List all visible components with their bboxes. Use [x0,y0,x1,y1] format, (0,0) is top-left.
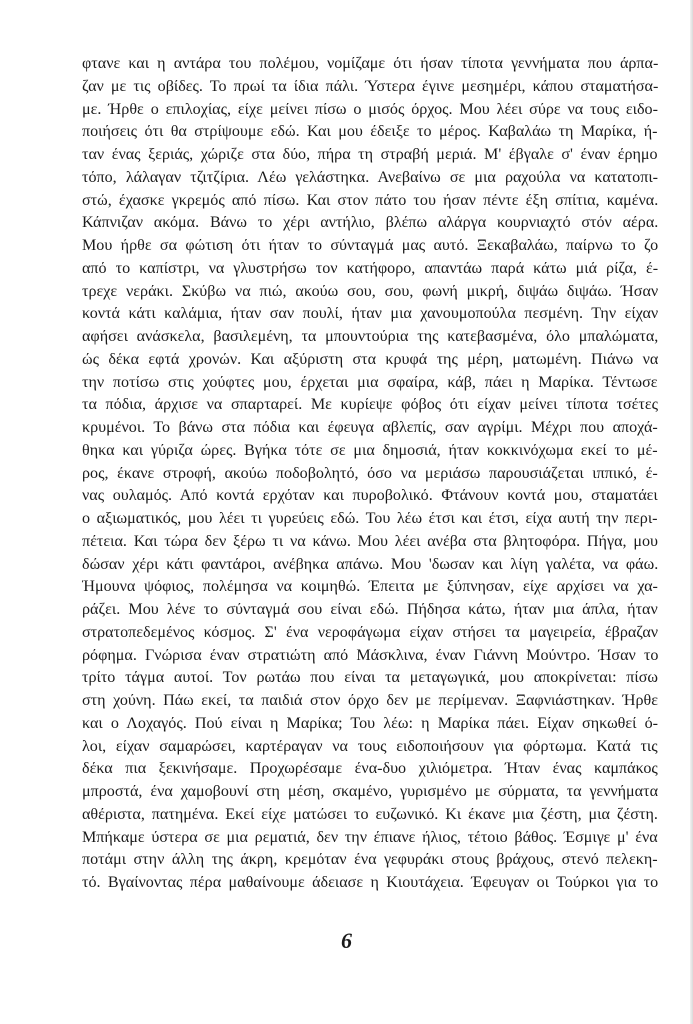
text-line: και ο Λοχαγός. Πού είναι η Μαρίκα; Του λέω: η Μαρίκα πάει. Είχαν σηκωθεί ό- [82,714,658,732]
text-line: Μου ήρθε σα φώτιση ότι ήταν το σύνταγμά μας αυτό. Ξεκαβαλάω, παίρνω το ζο [82,237,658,254]
text-line: κοντά κάτι καλάμια, ήταν σαν πουλί, ήταν μια χανουμοπούλα πεσμένη. Την είχαν [82,305,658,323]
text-line: στρατοπεδεμένος κόσμος. Σ' ένα νεροφάγωμα είχαν στήσει τα μαγειρεία, έβραζαν [82,623,658,641]
text-line: ράζει. Μου λένε το σύνταγμά σου είναι εδώ. Πήδησα κάτω, ήταν μια άπλα, ήταν [82,601,658,618]
text-line: ώς δέκα εφτά χρονών. Και αξύριστη στα κρυφά της μέρη, ματωμένη. Πιάνω να [82,350,658,368]
text-line: ρόφημα. Γνώρισα έναν στρατιώτη από Μάσκλινα, έναν Γιάννη Μούντρο. Ήσαν το [82,646,658,664]
text-line: αφήσει ανάσκελα, βασιλεμένη, τα μπουντούρια της κατεβασμένα, όλο μπαλώματα, [82,328,658,345]
text-line: ο αξιωματικός, μου λέει τι γυρεύεις εδώ. Του λέω έτσι και έτσι, είχα αυτή την περι- [82,510,658,527]
page-number: 6 [341,928,352,953]
text-line: τόπο, λάλαγαν τζιτζίρια. Λέω γελάστηκα. Ανεβαίνω σε μια ραχούλα να κατατοπι- [82,168,658,186]
text-line: την ποτίσω στις χούφτες μου, έρχεται μια σφαίρα, κάβ, πάει η Μαρίκα. Τέντωσε [82,373,658,391]
text-line: θηκα και γύριζα ώρες. Βγήκα τότε σε μια δημοσιά, ήταν κοκκινόχωμα εκεί το μέ- [82,441,658,459]
text-line: νας ουλαμός. Από κοντά ερχόταν και πυροβολικό. Φτάνουν κοντά μου, σταματάει [82,487,658,505]
text-line: ποτάμι στην άλλη της άκρη, κρεμόταν ένα γεφυράκι στους βράχους, στενό πελεκη- [82,851,658,869]
text-line: λοι, είχαν σαμαρώσει, καρτέραγαν να τους ειδοποιήσουν για φόρτωμα. Κατά τις [82,737,658,755]
text-line: τρίτο τάγμα αυτοί. Τον ρωτάω που είναι τα μεταγωγικά, μου αποκρίνεται: πίσω [82,669,658,687]
text-line: με. Ήρθε ο επιλοχίας, είχε μείνει πίσω ο μισός όρχος. Μου λέει σύρε να τους ειδο- [82,100,658,118]
text-line: ρος, έκανε στροφή, ακούω ποδοβολητό, όσο να μεριάσω παρουσιάζεται ιππικό, έ- [82,464,658,482]
text-line: τα πόδια, άρχισε να σπαρταρεί. Με κυρίεψε φόβος ότι είχαν μείνει τίποτα τσέτες [82,396,658,414]
text-line: Μπήκαμε ύστερα σε μια ρεματιά, δεν την έπιανε ήλιος, τέτοιο βάθος. Έσμιγε μ' ένα [82,828,658,846]
text-line: δέκα πια ξεκινήσαμε. Προχωρέσαμε ένα-δυο χιλιόμετρα. Ήταν ένας καμπάκος [82,760,658,778]
text-line: τρεχε νεράκι. Σκύβω να πιώ, ακούω σου, σου, φωνή μικρή, διψάω διψάω. Ήσαν [82,282,658,300]
text-line: στώ, έχασκε γκρεμός από πίσω. Και στον πάτο του ήσαν πέντε έξη σπίτια, καμένα. [82,191,658,209]
text-line: μπροστά, ένα χαμοβουνί στη μέση, σκαμένο, γυρισμένο με σύρματα, τα γεννήματα [82,783,658,800]
body-text [82,53,658,895]
text-line: Κάπνιζαν ακόμα. Βάνω το χέρι αντήλιο, βλέπω αλάργα κουρνιαχτό στόν αέρα. [82,214,658,232]
text-line: κρυμένοι. Το βάνω στα πόδια και έφευγα αβλεπίς, σαν αγρίμι. Μέχρι που αποχά- [82,419,658,436]
text-line: ζαν με τις οβίδες. Το πρωί τα ίδια πάλι. Ύστερα έγινε μεσημέρι, κάπου σταματήσα- [82,77,658,95]
text-line: τό. Βγαίνοντας πέρα μαθαίνουμε άδειασε η Κιουτάχεια. Έφευγαν οι Τούρκοι για το [82,874,658,891]
text-line: στη χούνη. Πάω εκεί, τα παιδιά στον όρχο δεν με περίμεναν. Ξαφνιάστηκαν. Ήρθε [82,692,658,709]
text-line: φτανε και η αντάρα του πολέμου, νομίζαμε ότι ήσαν τίποτα γεννήματα που άρπα- [82,55,658,72]
text-line: αθέριστα, πατημένα. Εκεί είχε ματώσει το ευζωνικό. Κι έκανε μια ζέστη, μια ζέστη. [82,805,658,823]
text-line: ποιήσεις ότι θα στρίψουμε εδώ. Και μου έδειξε το μέρος. Καβαλάω τη Μαρίκα, ή- [82,123,658,141]
text-line: Ήμουνα ψόφιος, πολέμησα να κοιμηθώ. Έπειτα με ξύπνησαν, είχε αρχίσει να χα- [82,578,658,596]
text-line: πέτεια. Και τώρα δεν ξέρω τι να κάνω. Μου λέει ανέβα στα βλητοφόρα. Πήγα, μου [82,532,658,550]
text-line: ταν ένας ξεριάς, χώριζε στα δύο, πήρα τη στραβή μεριά. Μ' έβγαλε σ' έναν έρημο [82,146,658,163]
text-line: δώσαν χέρι κάτι φαντάροι, ανέβηκα απάνω. Μου 'δωσαν και λίγη γαλέτα, να φάω. [82,555,658,573]
text-line: από το καπίστρι, να γλυστρήσω τον κατήφορο, απαντάω παρά κάτω μιά ρίζα, έ- [82,259,658,277]
